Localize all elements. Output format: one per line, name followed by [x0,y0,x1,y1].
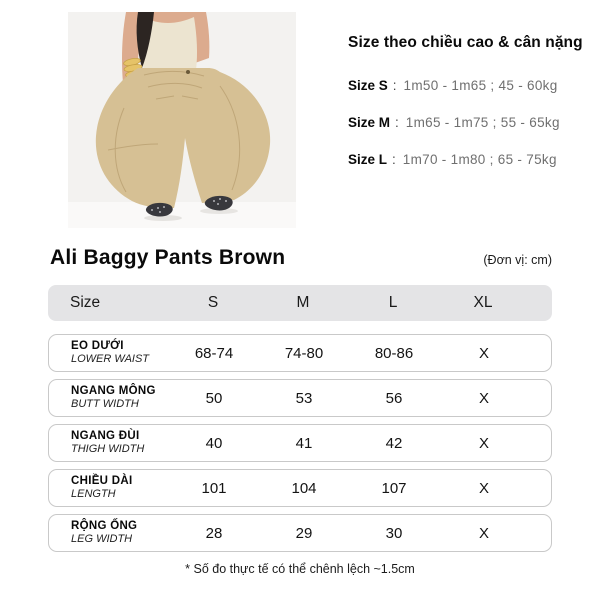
row-label-en: THIGH WIDTH [71,443,145,456]
row-label-vi: NGANG ĐÙI [71,429,140,442]
cell-value: X [478,344,489,362]
table-row-butt-width [48,379,552,417]
table-header-row [48,285,552,321]
unit-note: (Đơn vị: cm) [483,253,552,267]
baggy-pants-model-illustration [68,12,296,228]
column-header-s: S [207,294,219,311]
size-guide-value: 1m70 - 1m80 ; 65 - 75kg [402,152,557,167]
size-table [48,285,552,576]
size-guide-separator: : [395,115,399,130]
cell-value: 29 [295,524,313,542]
cell-value: 50 [205,389,223,407]
row-label-vi: CHIỀU DÀI [71,474,133,487]
size-guide-separator: : [392,152,396,167]
cell-value: 104 [291,479,317,497]
title-row [50,246,552,270]
cell-value: 107 [381,479,407,497]
row-label-en: LOWER WAIST [71,353,150,366]
table-row-thigh-width [48,424,552,462]
row-label [49,385,169,412]
size-guide-label: Size L [348,152,388,167]
cell-value: 80-86 [374,344,414,362]
size-guide-label: Size S [348,78,388,93]
product-photo [68,12,296,228]
measurement-footnote: * Số đo thực tế có thể chênh lệch ~1.5cm [185,562,415,576]
cell-value: 74-80 [284,344,324,362]
table-row-leg-width [48,514,552,552]
cell-value: X [478,479,489,497]
waist-button [186,70,190,74]
size-guide-item-m [348,115,584,130]
size-guide [348,34,584,189]
cell-value: 41 [295,434,313,452]
cell-value: 42 [385,434,403,452]
cell-value: X [478,524,489,542]
size-guide-item-s [348,78,584,93]
cell-value: X [478,389,489,407]
cell-value: 30 [385,524,403,542]
size-guide-item-l [348,152,584,167]
row-label-en: BUTT WIDTH [71,398,139,411]
cell-value: 56 [385,389,403,407]
column-header-m: M [296,294,310,311]
row-label [49,340,169,367]
table-row-length [48,469,552,507]
row-label-vi: EO DƯỚI [71,339,124,352]
row-label-en: LENGTH [71,488,116,501]
size-guide-value: 1m65 - 1m75 ; 55 - 65kg [405,115,560,130]
row-label-vi: RỘNG ỐNG [71,519,138,532]
cell-value: 68-74 [194,344,234,362]
cell-value: 101 [201,479,227,497]
row-label-vi: NGANG MÔNG [71,384,156,397]
column-header-size: Size [70,294,101,311]
cell-value: 53 [295,389,313,407]
row-label [49,430,169,457]
row-label [49,475,169,502]
size-guide-label: Size M [348,115,391,130]
size-guide-value: 1m50 - 1m65 ; 45 - 60kg [403,78,558,93]
row-label-en: LEG WIDTH [71,533,133,546]
size-guide-heading: Size theo chiều cao & cân nặng [348,34,583,51]
table-row-lower-waist [48,334,552,372]
page-title: Ali Baggy Pants Brown [50,246,286,269]
cell-value: 28 [205,524,223,542]
cell-value: X [478,434,489,452]
cell-value: 40 [205,434,223,452]
photo-floor [68,202,296,228]
column-header-l: L [388,294,398,311]
column-header-xl: XL [473,294,493,311]
row-label [49,520,169,547]
size-guide-separator: : [392,78,397,93]
